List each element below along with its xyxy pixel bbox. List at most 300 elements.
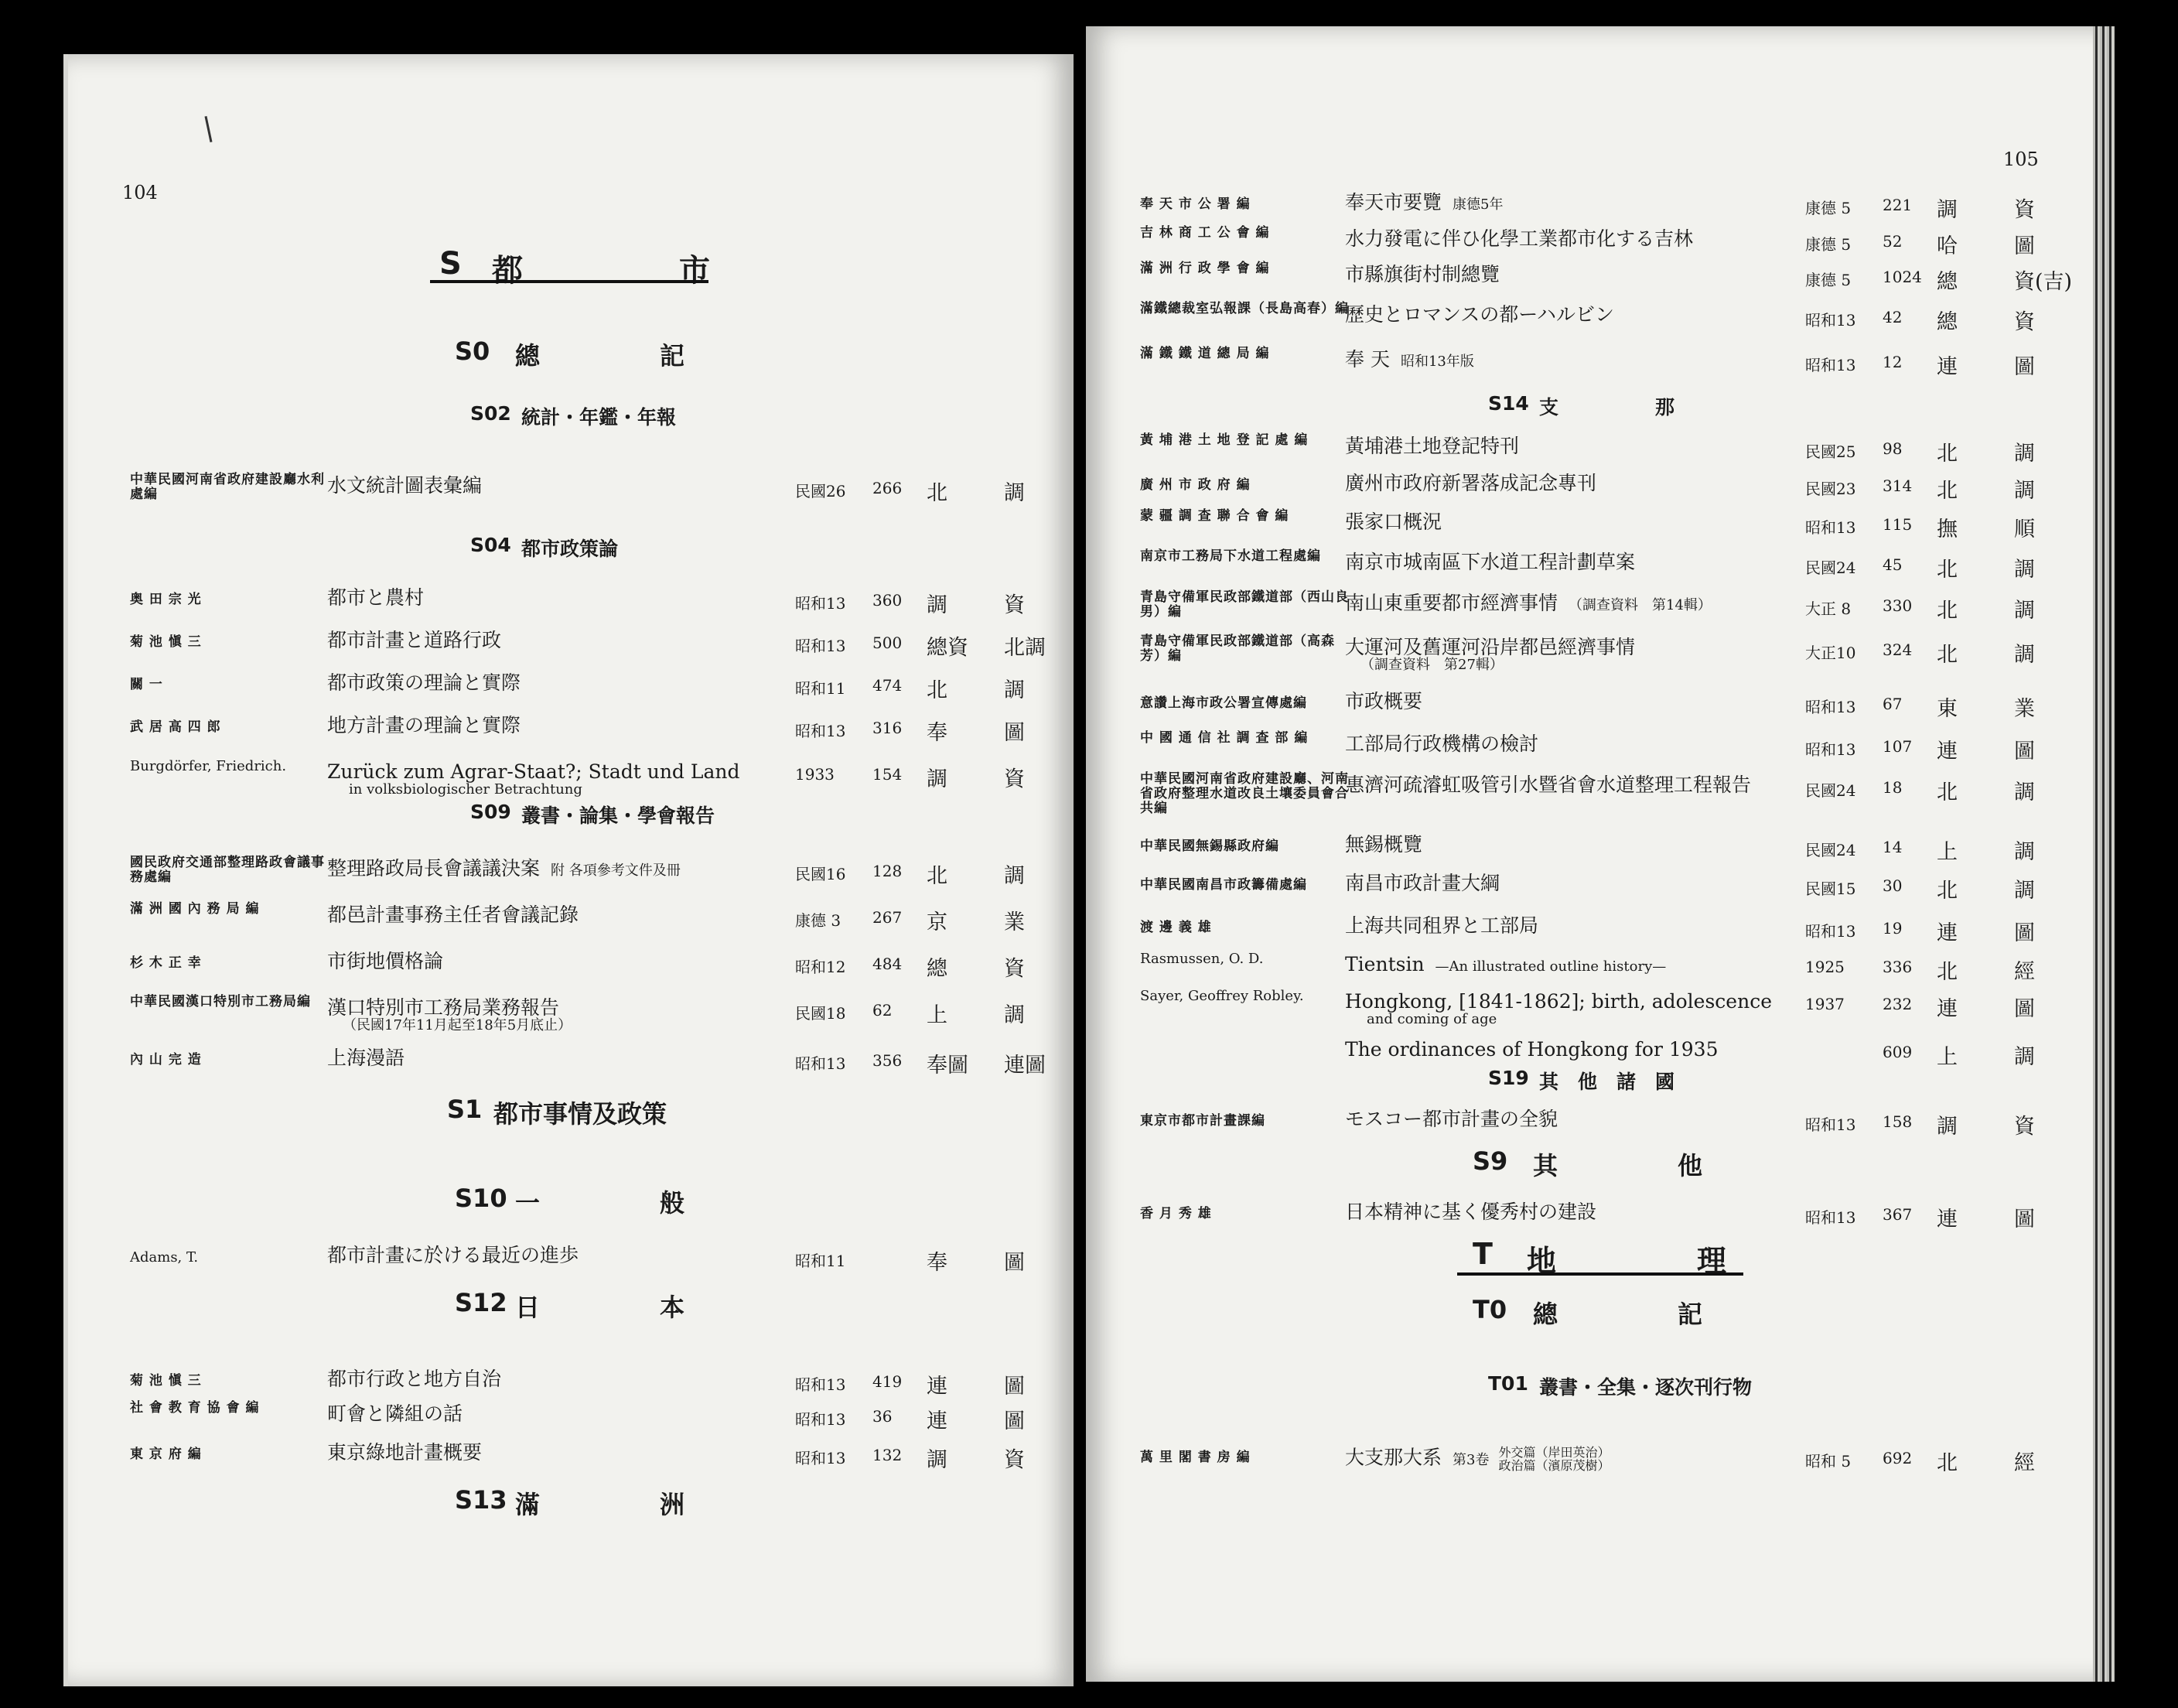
list-item bbox=[68, 673, 1074, 709]
entry-pages: 115 bbox=[1883, 515, 1913, 534]
list-item bbox=[1086, 548, 2115, 588]
list-item bbox=[1086, 1202, 2115, 1238]
entry-pages: 67 bbox=[1883, 695, 1903, 713]
section-heading-a: 總 bbox=[1533, 1300, 1558, 1329]
entry-pages: 154 bbox=[872, 765, 903, 784]
section-heading-b: 理 bbox=[1697, 1244, 1727, 1278]
entry-title-main: 廣州市政府新署落成記念專刊 bbox=[1345, 472, 1597, 494]
list-item bbox=[1086, 916, 2115, 951]
entry-title bbox=[327, 588, 424, 608]
entry-library-1: 調 bbox=[927, 1448, 947, 1472]
subsection-code: S19 bbox=[1488, 1067, 1529, 1089]
entry-year: 民國25 bbox=[1805, 442, 1856, 461]
entry-title bbox=[1345, 350, 1474, 372]
entry-pages: 692 bbox=[1883, 1449, 1913, 1467]
entry-year: 民國18 bbox=[795, 1004, 846, 1023]
entry-author: 內 山 完 造 bbox=[130, 1052, 202, 1068]
entry-library-1: 總資 bbox=[927, 636, 968, 660]
subsection-heading: 其 他 諸 國 bbox=[1539, 1071, 1675, 1093]
entry-title bbox=[1345, 835, 1422, 855]
entry-library-1: 北 bbox=[1937, 879, 1958, 903]
entry-library-2: 資(吉) bbox=[2014, 270, 2073, 294]
entry-title bbox=[327, 1048, 405, 1068]
entry-year: 民國24 bbox=[1805, 841, 1856, 859]
list-item bbox=[1086, 346, 2115, 385]
entry-library-1: 上 bbox=[1937, 1045, 1958, 1069]
section-heading-a: 總 bbox=[515, 341, 541, 371]
page-number-right: 105 bbox=[2003, 149, 2039, 170]
entry-title-main: 日本精神に基く優秀村の建設 bbox=[1345, 1201, 1597, 1223]
entry-library-1: 北 bbox=[1937, 599, 1958, 623]
entry-library-2: 調 bbox=[2014, 1045, 2035, 1069]
entry-year: 康德 5 bbox=[1805, 271, 1852, 289]
entry-title bbox=[327, 1369, 501, 1389]
entry-library-2: 圖 bbox=[1004, 1251, 1025, 1275]
entry-year: 昭和13 bbox=[1805, 311, 1856, 330]
entry-title-main: 歷史とロマンスの都ーハルビン bbox=[1345, 303, 1615, 326]
entry-year: 1925 bbox=[1805, 958, 1845, 976]
entry-title bbox=[1345, 552, 1635, 572]
entry-author: 青島守備軍民政部鐵道部（高森 芳）編 bbox=[1140, 634, 1349, 664]
section-heading-b: 洲 bbox=[660, 1490, 685, 1519]
entry-library-2: 連圖 bbox=[1004, 1054, 1046, 1078]
entry-author: 東京市都市計畫課編 bbox=[1140, 1113, 1265, 1129]
entry-library-1: 調 bbox=[1937, 198, 1958, 222]
page-number-left: 104 bbox=[122, 182, 158, 203]
entry-pages: 1024 bbox=[1883, 268, 1922, 286]
entry-title bbox=[1345, 305, 1614, 325]
entry-title-main: 都市行政と地方自治 bbox=[327, 1368, 502, 1390]
entry-library-1: 東 bbox=[1937, 697, 1958, 721]
chapter-label-a: 都 bbox=[492, 253, 523, 289]
entry-library-1: 北 bbox=[1937, 643, 1958, 667]
entry-title-main: 都市と農村 bbox=[327, 586, 425, 609]
list-item bbox=[1086, 225, 2115, 265]
subsection-code: T01 bbox=[1488, 1372, 1528, 1395]
entry-pages: 18 bbox=[1883, 778, 1903, 797]
entry-library-2: 調 bbox=[1004, 481, 1025, 505]
entry-author: 黃 埔 港 土 地 登 記 處 編 bbox=[1140, 432, 1309, 448]
entry-title-subnotes bbox=[1498, 1446, 1610, 1472]
entry-title-sub: in volksbiologischer Betrachtung bbox=[349, 781, 582, 798]
entry-pages: 221 bbox=[1883, 196, 1913, 214]
section-heading-a: 地 bbox=[1527, 1244, 1557, 1278]
entry-author: 意讚上海市政公署宣傳處編 bbox=[1140, 695, 1307, 711]
entry-year: 民國23 bbox=[1805, 480, 1856, 498]
entry-library-1: 連 bbox=[927, 1375, 947, 1399]
subsection-heading: 支 那 bbox=[1539, 396, 1675, 418]
entry-title bbox=[1345, 916, 1538, 936]
list-item bbox=[1086, 692, 2115, 727]
entry-library-2: 調 bbox=[2014, 442, 2035, 466]
entry-author: Sayer, Geoffrey Robley. bbox=[1140, 988, 1304, 1004]
list-item bbox=[68, 630, 1074, 666]
list-item bbox=[68, 1245, 1074, 1281]
entry-year: 昭和11 bbox=[795, 679, 846, 698]
entry-library-1: 北 bbox=[1937, 558, 1958, 582]
entry-title bbox=[1345, 436, 1519, 456]
entry-title-main: 市縣旗街村制總覽 bbox=[1345, 263, 1500, 285]
subsection-heading: 統計・年鑑・年報 bbox=[521, 406, 677, 429]
list-item bbox=[1086, 193, 2115, 228]
subsection-code: S09 bbox=[470, 801, 511, 823]
entry-title-main: The ordinances of Hongkong for 1935 bbox=[1345, 1038, 1719, 1061]
entry-library-2: 資 bbox=[1004, 957, 1025, 981]
entry-library-2: 資 bbox=[2014, 310, 2035, 334]
entry-title-main: Zurück zum Agrar-Staat?; Stadt und Land bbox=[327, 760, 740, 783]
entry-title bbox=[327, 998, 572, 1033]
entry-author: 南京市工務局下水道工程處編 bbox=[1140, 548, 1321, 564]
entry-title bbox=[1345, 1202, 1596, 1222]
entry-title bbox=[1345, 775, 1751, 795]
entry-library-2: 圖 bbox=[2014, 234, 2035, 258]
section-heading-b: 般 bbox=[660, 1188, 685, 1218]
list-item bbox=[1086, 730, 2115, 770]
entry-library-1: 奉圖 bbox=[927, 1054, 968, 1078]
list-item bbox=[1086, 771, 2115, 816]
entry-year: 昭和13 bbox=[1805, 356, 1856, 374]
entry-library-1: 連 bbox=[1937, 921, 1958, 945]
entry-library-1: 調 bbox=[1937, 1115, 1958, 1139]
entry-title-main: 東京綠地計畫概要 bbox=[327, 1441, 483, 1464]
entry-title bbox=[327, 1245, 579, 1266]
entry-year: 民國24 bbox=[1805, 781, 1856, 800]
section-heading-b: 記 bbox=[660, 341, 685, 371]
subsection-code: S14 bbox=[1488, 392, 1529, 415]
entry-author: 奉 天 市 公 署 編 bbox=[1140, 196, 1251, 212]
entry-author: 渡 邊 義 雄 bbox=[1140, 920, 1212, 935]
entry-title bbox=[1345, 734, 1538, 754]
section-heading-b: 本 bbox=[660, 1293, 685, 1322]
entry-author: 萬 里 閣 書 房 編 bbox=[1140, 1450, 1251, 1465]
entry-library-1: 撫 bbox=[1937, 518, 1958, 541]
entry-title bbox=[1345, 1109, 1558, 1129]
entry-pages: 367 bbox=[1883, 1205, 1913, 1224]
entry-author: 滿 洲 行 政 學 會 編 bbox=[1140, 261, 1270, 276]
entry-title bbox=[1345, 229, 1693, 249]
entry-title-note: 第3卷 bbox=[1453, 1451, 1490, 1468]
entry-title bbox=[327, 762, 740, 798]
entry-library-2: 調 bbox=[1004, 1003, 1025, 1027]
entry-title bbox=[1345, 1040, 1718, 1060]
entry-author: 青島守備軍民政部鐵道部（西山良男）編 bbox=[1140, 589, 1349, 620]
entry-title-main: 南京市城南區下水道工程計劃草案 bbox=[1345, 551, 1636, 573]
entry-title-main: 南昌市政計畫大綱 bbox=[1345, 872, 1500, 894]
entry-pages: 19 bbox=[1883, 919, 1903, 938]
entry-year: 民國16 bbox=[795, 865, 846, 883]
entry-year: 1933 bbox=[795, 765, 835, 784]
entry-pages: 267 bbox=[872, 908, 903, 927]
entry-year: 昭和 5 bbox=[1805, 1452, 1852, 1471]
entry-subnote: 政治篇（濱原茂樹） bbox=[1498, 1458, 1610, 1473]
list-item bbox=[1086, 432, 2115, 472]
list-item bbox=[68, 1400, 1074, 1440]
entry-year: 大正10 bbox=[1805, 644, 1856, 662]
entry-title-main: 市政概要 bbox=[1345, 690, 1423, 712]
entry-library-1: 總 bbox=[927, 957, 947, 981]
entry-title-note: 康德5年 bbox=[1453, 196, 1504, 213]
entry-title-main: 都市政策の理論と實際 bbox=[327, 671, 521, 694]
list-item bbox=[68, 951, 1074, 987]
entry-library-1: 北 bbox=[1937, 1451, 1958, 1475]
entry-title bbox=[327, 1404, 463, 1424]
entry-year: 昭和13 bbox=[795, 1375, 846, 1394]
left-page bbox=[63, 54, 1074, 1686]
section-code: T0 bbox=[1473, 1295, 1507, 1324]
entry-library-1: 總 bbox=[1937, 270, 1958, 294]
entry-library-2: 圖 bbox=[2014, 355, 2035, 379]
entry-author: 吉 林 商 工 公 會 編 bbox=[1140, 225, 1270, 241]
entry-title bbox=[1345, 512, 1442, 532]
entry-year: 昭和13 bbox=[1805, 1115, 1856, 1134]
entry-library-2: 經 bbox=[2014, 960, 2035, 984]
section-code: S13 bbox=[455, 1485, 507, 1515]
entry-author: 中 國 通 信 社 調 查 部 編 bbox=[1140, 730, 1309, 746]
entry-year: 康德 5 bbox=[1805, 199, 1852, 217]
entry-title bbox=[1345, 473, 1596, 494]
entry-title bbox=[1345, 593, 1712, 616]
entry-title-main: 張家口概況 bbox=[1345, 511, 1442, 533]
entry-title-main: 奉天市要覽 bbox=[1345, 191, 1442, 214]
entry-library-2: 資 bbox=[1004, 1448, 1025, 1472]
entry-title-main: 町會と隣組の話 bbox=[327, 1402, 463, 1425]
chapter-label-b: 市 bbox=[679, 253, 710, 289]
entry-title-main: 都市計畫に於ける最近の進歩 bbox=[327, 1244, 579, 1266]
list-item bbox=[68, 994, 1074, 1033]
entry-library-1: 上 bbox=[1937, 840, 1958, 864]
entry-year: 1937 bbox=[1805, 995, 1845, 1013]
entry-title-main: 惠濟河疏濬虹吸管引水暨省會水道整理工程報告 bbox=[1345, 774, 1752, 796]
entry-author: Rasmussen, O. D. bbox=[1140, 951, 1264, 967]
entry-title-sub: and coming of age bbox=[1367, 1011, 1497, 1027]
entry-title-main: モスコー都市計畫の全貌 bbox=[1345, 1108, 1558, 1130]
entry-title bbox=[327, 476, 482, 496]
entry-year: 民國24 bbox=[1805, 559, 1856, 577]
entry-title-note: 附 各項參考文件及冊 bbox=[551, 863, 681, 879]
chapter-underline bbox=[430, 280, 708, 283]
entry-author: 武 居 高 四 郎 bbox=[130, 719, 221, 735]
entry-library-2: 圖 bbox=[1004, 1375, 1025, 1399]
entry-library-2: 業 bbox=[2014, 697, 2035, 721]
entry-library-1: 北 bbox=[1937, 781, 1958, 804]
entry-title-main: 水文統計圖表彙編 bbox=[327, 474, 483, 497]
entry-year: 昭和13 bbox=[1805, 1208, 1856, 1227]
entry-pages: 107 bbox=[1883, 737, 1913, 756]
entry-library-1: 北 bbox=[927, 864, 947, 888]
entry-library-2: 調 bbox=[2014, 599, 2035, 623]
entry-library-2: 圖 bbox=[2014, 921, 2035, 945]
section-heading-a: 其 bbox=[1533, 1151, 1558, 1180]
entry-pages: 12 bbox=[1883, 353, 1903, 371]
section-heading-a: 一 bbox=[515, 1188, 541, 1218]
entry-library-1: 總 bbox=[1937, 310, 1958, 334]
entry-pages: 314 bbox=[1883, 477, 1913, 495]
entry-library-1: 連 bbox=[927, 1409, 947, 1433]
entry-title-note: （調查資料 第14輯） bbox=[1569, 597, 1712, 613]
entry-year: 昭和13 bbox=[795, 637, 846, 655]
section-code: S1 bbox=[447, 1095, 483, 1124]
entry-title-main: 漢口特別市工務局業務報告 bbox=[327, 996, 560, 1019]
entry-title-main: 上海共同租界と工部局 bbox=[1345, 914, 1539, 937]
list-item bbox=[68, 901, 1074, 941]
entry-title-main: 都邑計畫事務主任者會議記錄 bbox=[327, 904, 579, 926]
list-item bbox=[1086, 589, 2115, 629]
entry-library-2: 調 bbox=[1004, 678, 1025, 702]
list-item bbox=[68, 716, 1074, 751]
entry-title bbox=[327, 859, 681, 881]
entry-pages: 336 bbox=[1883, 958, 1913, 976]
entry-library-2: 圖 bbox=[1004, 1409, 1025, 1433]
entry-author: 菊 池 愼 三 bbox=[130, 634, 202, 650]
entry-year: 昭和12 bbox=[795, 958, 846, 976]
entry-library-2: 資 bbox=[1004, 593, 1025, 617]
section-heading-a: 滿 bbox=[515, 1490, 541, 1519]
section-code: S9 bbox=[1473, 1146, 1508, 1176]
entry-library-2: 圖 bbox=[1004, 721, 1025, 745]
entry-author: 菊 池 愼 三 bbox=[130, 1373, 202, 1389]
list-item bbox=[68, 588, 1074, 623]
entry-pages: 232 bbox=[1883, 995, 1913, 1013]
section-heading: 都市事情及政策 bbox=[493, 1099, 667, 1129]
chapter-underline bbox=[1457, 1272, 1743, 1276]
entry-pages: 330 bbox=[1883, 596, 1913, 615]
entry-author: 中華民國漢口特別市工務局編 bbox=[130, 994, 311, 1009]
entry-title bbox=[1345, 193, 1503, 215]
subsection-heading: 都市政策論 bbox=[521, 538, 619, 560]
entry-pages: 128 bbox=[872, 862, 903, 880]
entry-title bbox=[1345, 955, 1666, 977]
list-item bbox=[1086, 508, 2115, 548]
entry-library-2: 圖 bbox=[2014, 1208, 2035, 1231]
entry-title bbox=[1345, 873, 1500, 893]
entry-year: 民國15 bbox=[1805, 880, 1856, 898]
entry-pages: 419 bbox=[872, 1372, 903, 1391]
entry-pages: 42 bbox=[1883, 308, 1903, 326]
entry-author: 中華民國河南省政府建設廳、河南省政府整理水道改良土壤委員會合共編 bbox=[1140, 771, 1349, 816]
entry-pages: 609 bbox=[1883, 1043, 1913, 1061]
scan-mark bbox=[204, 116, 212, 142]
entry-pages: 360 bbox=[872, 591, 903, 610]
section-heading-a: 日 bbox=[515, 1293, 541, 1322]
entry-year: 民國26 bbox=[795, 482, 846, 500]
entry-pages: 98 bbox=[1883, 439, 1903, 458]
entry-title-sub: （調查資料 第27輯） bbox=[1360, 657, 1504, 673]
entry-title bbox=[327, 673, 521, 693]
entry-pages: 316 bbox=[872, 719, 903, 737]
entry-library-2: 經 bbox=[2014, 1451, 2035, 1475]
entry-author: 廣 州 市 政 府 編 bbox=[1140, 477, 1251, 493]
entry-library-1: 北 bbox=[1937, 442, 1958, 466]
entry-pages: 500 bbox=[872, 634, 903, 652]
entry-library-1: 北 bbox=[927, 481, 947, 505]
entry-library-1: 奉 bbox=[927, 1251, 947, 1275]
entry-year: 昭和13 bbox=[1805, 922, 1856, 941]
list-item bbox=[1086, 301, 2115, 340]
section-code: S10 bbox=[455, 1184, 507, 1213]
entry-title-main: Tientsin bbox=[1345, 953, 1425, 975]
entry-pages: 356 bbox=[872, 1051, 903, 1070]
entry-author: 國民政府交通部整理路政會議事務處編 bbox=[130, 855, 325, 885]
subsection-heading: 叢書・論集・學會報告 bbox=[521, 804, 715, 827]
chapter-code: S bbox=[439, 246, 462, 282]
entry-year: 昭和13 bbox=[795, 1410, 846, 1429]
entry-subnote: 外交篇（岸田英治） bbox=[1498, 1445, 1610, 1460]
entry-pages: 36 bbox=[872, 1407, 893, 1426]
entry-pages: 45 bbox=[1883, 555, 1903, 574]
entry-year: 昭和13 bbox=[795, 722, 846, 740]
entry-library-1: 哈 bbox=[1937, 234, 1958, 258]
entry-title bbox=[327, 951, 443, 972]
list-item bbox=[1086, 1446, 2115, 1481]
list-item bbox=[1086, 835, 2115, 870]
entry-title-note: 昭和13年版 bbox=[1400, 354, 1474, 370]
entry-library-2: 調 bbox=[2014, 781, 2035, 804]
entry-title bbox=[1345, 1446, 1610, 1472]
section-heading-b: 他 bbox=[1678, 1151, 1703, 1180]
list-item bbox=[68, 758, 1074, 798]
entry-library-1: 北 bbox=[927, 678, 947, 702]
entry-library-2: 資 bbox=[1004, 767, 1025, 791]
entry-title-main: 整理路政局長會議議決案 bbox=[327, 857, 541, 880]
entry-title-main: 無錫概覽 bbox=[1345, 833, 1423, 856]
entry-library-2: 圖 bbox=[2014, 740, 2035, 763]
entry-year: 昭和11 bbox=[795, 1252, 846, 1270]
entry-pages: 474 bbox=[872, 676, 903, 695]
entry-year: 康德 3 bbox=[795, 911, 842, 930]
entry-title-note: —An illustrated outline history— bbox=[1435, 958, 1667, 975]
entry-title-sub: （民國17年11月起至18年5月底止） bbox=[343, 1017, 572, 1033]
entry-pages: 30 bbox=[1883, 876, 1903, 895]
entry-title-main: 地方計畫の理論と實際 bbox=[327, 714, 521, 736]
entry-year: 昭和13 bbox=[795, 1449, 846, 1467]
entry-author: 滿鐵總裁室弘報課（長島高春）編 bbox=[1140, 301, 1349, 316]
entry-library-2: 業 bbox=[1004, 910, 1025, 934]
entry-year: 昭和13 bbox=[1805, 698, 1856, 716]
entry-author: Burgdörfer, Friedrich. bbox=[130, 758, 287, 774]
entry-library-1: 連 bbox=[1937, 740, 1958, 763]
entry-library-2: 北調 bbox=[1004, 636, 1046, 660]
entry-library-2: 調 bbox=[2014, 879, 2035, 903]
list-item bbox=[1086, 951, 2115, 990]
list-item bbox=[1086, 1109, 2115, 1145]
entry-title-main: 南山東重要都市經濟事情 bbox=[1345, 592, 1558, 614]
entry-pages: 324 bbox=[1883, 640, 1913, 659]
list-item bbox=[1086, 473, 2115, 509]
entry-year: 昭和13 bbox=[795, 1054, 846, 1073]
entry-title-main: 上海漫語 bbox=[327, 1047, 405, 1069]
entry-library-2: 調 bbox=[1004, 864, 1025, 888]
entry-library-1: 調 bbox=[927, 767, 947, 791]
entry-year: 昭和13 bbox=[1805, 518, 1856, 537]
entry-author: 香 月 秀 雄 bbox=[1140, 1206, 1212, 1221]
right-page bbox=[1086, 26, 2115, 1682]
entry-library-2: 調 bbox=[2014, 643, 2035, 667]
entry-author: 東 京 府 編 bbox=[130, 1447, 202, 1462]
entry-title bbox=[1345, 265, 1500, 285]
entry-library-2: 調 bbox=[2014, 558, 2035, 582]
subsection-heading: 叢書・全集・逐次刊行物 bbox=[1539, 1376, 1753, 1399]
entry-title-main: 工部局行政機構の檢討 bbox=[1345, 733, 1539, 755]
entry-title bbox=[1345, 692, 1422, 712]
entry-library-1: 北 bbox=[1937, 960, 1958, 984]
section-heading-b: 記 bbox=[1678, 1300, 1703, 1329]
entry-pages: 484 bbox=[872, 955, 903, 973]
entry-author: 滿 洲 國 內 務 局 編 bbox=[130, 901, 260, 917]
entry-library-1: 調 bbox=[927, 593, 947, 617]
entry-title-main: 黃埔港土地登記特刊 bbox=[1345, 435, 1520, 457]
list-item bbox=[68, 1048, 1074, 1084]
entry-title bbox=[1345, 992, 1772, 1027]
